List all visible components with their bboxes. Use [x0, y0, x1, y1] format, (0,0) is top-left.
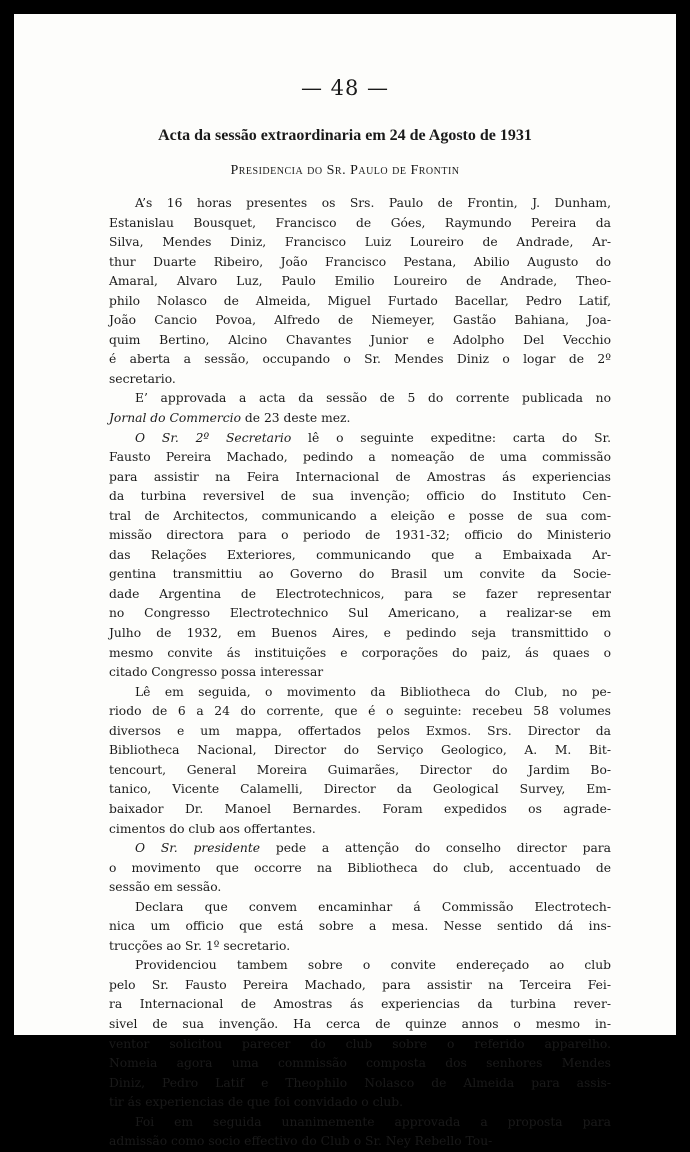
- line-text: tral de Architectos, communicando a eleição e posse de sua com-: [109, 508, 611, 523]
- line-text: A’s 16 horas presentes os Srs. Paulo de Frontin, J. Dunham,: [135, 196, 611, 210]
- line-text: E’ approvada a acta da sessão de 5 do corrente publicada no: [135, 391, 611, 406]
- paragraph: [109, 839, 611, 898]
- text-line: [109, 409, 611, 429]
- line-text: Bibliotheca Nacional, Director do Serviço Geologico, A. M. Bit-: [109, 743, 611, 758]
- line-text: admissão como socio effectivo do Club o Sr. Ney Rebello Tou-: [109, 1134, 493, 1149]
- line-text: cimentos do club aos offertantes.: [109, 821, 316, 836]
- minutes-body: [109, 194, 611, 1152]
- line-text: riodo de 6 a 24 do corrente, que é o seguinte: recebeu 58 volumes: [109, 704, 611, 719]
- line-text: Estanislau Bousquet, Francisco de Góes, Raymundo Pereira da: [109, 215, 611, 230]
- text-line: [109, 800, 611, 820]
- text-line: [109, 565, 611, 585]
- line-text: tencourt, General Moreira Guimarães, Director do Jardim Bo-: [109, 762, 611, 777]
- text-line: [109, 722, 611, 742]
- page-number: — 48 —: [300, 76, 390, 100]
- text-line: [109, 429, 611, 449]
- text-line: [109, 604, 611, 624]
- text-line: [109, 468, 611, 488]
- presidency-line: Presidencia do Sr. Paulo de Frontin: [230, 163, 460, 178]
- text-line: [109, 644, 611, 664]
- paragraph: [109, 956, 611, 1112]
- paragraph: [109, 898, 611, 957]
- text-line: [109, 741, 611, 761]
- line-text: Julho de 1932, em Buenos Aires, e pedindo seja transmittido o: [109, 626, 611, 641]
- line-text: ventor solicitou parecer do club sobre o referido apparelho.: [109, 1036, 611, 1051]
- line-text: Silva, Mendes Diniz, Francisco Luiz Loureiro de Andrade, Ar-: [109, 235, 611, 250]
- line-text: baixador Dr. Manoel Bernardes. Foram expedidos os agrade-: [109, 801, 611, 816]
- text-line: [109, 1113, 611, 1133]
- text-line: [109, 878, 611, 898]
- line-text: Nomeia agora uma commissão composta dos senhores Mendes: [109, 1056, 611, 1071]
- line-text: para assistir na Feira Internacional de Amostras ás experiencias: [109, 469, 611, 484]
- line-text: philo Nolasco de Almeida, Miguel Furtado Bacellar, Pedro Latif,: [109, 293, 611, 308]
- line-text: trucções ao Sr. 1º secretario.: [109, 938, 291, 953]
- text-line: [109, 839, 611, 859]
- text-line: [109, 585, 611, 605]
- text-line: [109, 507, 611, 527]
- paragraph: [109, 683, 611, 839]
- text-line: [109, 370, 611, 390]
- text-line: [109, 761, 611, 781]
- line-text: da turbina reversivel de sua invenção; officio do Instituto Cen-: [109, 489, 611, 504]
- text-line: [109, 253, 611, 273]
- text-line: [109, 546, 611, 566]
- line-text: pede a attenção do conselho director para: [260, 841, 611, 856]
- line-text: thur Duarte Ribeiro, João Francisco Pestana, Abilio Augusto do: [109, 254, 611, 269]
- minutes-title: Acta da sessão extraordinaria em 24 de Agosto de 1931: [158, 127, 532, 144]
- line-text: missão directora para o periodo de 1931-32; officio do Ministerio: [109, 528, 611, 543]
- text-line: [109, 526, 611, 546]
- paragraph: [109, 389, 611, 428]
- line-text: é aberta a sessão, occupando o Sr. Mendes Diniz o logar de 2º: [109, 352, 611, 367]
- text-line: [109, 624, 611, 644]
- text-line: [109, 683, 611, 703]
- text-line: [109, 292, 611, 312]
- line-text: Foi em seguida unanimemente approvada a proposta para: [135, 1114, 611, 1129]
- line-text: no Congresso Electrotechnico Sul Americano, a realizar-se em: [109, 606, 611, 621]
- text-line: [109, 1074, 611, 1094]
- text-line: [109, 995, 611, 1015]
- line-text: lê o seguinte expeditne: carta do Sr.: [291, 430, 611, 445]
- line-text: Providenciou tambem sobre o convite endereçado ao club: [135, 958, 611, 973]
- text-line: [109, 1035, 611, 1055]
- text-line: [109, 1093, 611, 1113]
- text-line: [109, 976, 611, 996]
- line-text: Fausto Pereira Machado, pedindo a nomeação de uma commissão: [109, 450, 611, 465]
- text-line: [109, 448, 611, 468]
- text-line: [109, 1054, 611, 1074]
- line-text: Diniz, Pedro Latif e Theophilo Nolasco de Almeida para assis-: [109, 1075, 611, 1090]
- line-text: das Relações Exteriores, communicando que a Embaixada Ar-: [109, 547, 611, 562]
- text-line: [109, 233, 611, 253]
- text-line: [109, 780, 611, 800]
- text-line: [109, 487, 611, 507]
- line-text: dade Argentina de Electrotechnicos, para se fazer representar: [109, 586, 611, 601]
- line-text: citado Congresso possa interessar: [109, 665, 324, 680]
- line-text: ra Internacional de Amostras ás experiencias da turbina rever-: [109, 997, 611, 1012]
- text-line: [109, 331, 611, 351]
- text-line: [109, 917, 611, 937]
- text-line: [109, 350, 611, 370]
- line-text: secretario.: [109, 371, 176, 386]
- line-text: gentina transmittiu ao Governo do Brasil um convite da Socie-: [109, 567, 611, 582]
- document-page: [14, 14, 676, 1149]
- line-text: Declara que convem encaminhar á Commissão Electrotech-: [135, 899, 611, 914]
- line-text: o movimento que occorre na Bibliotheca do club, accentuado de: [109, 860, 611, 875]
- italic-phrase: O Sr. 2º Secretario: [135, 430, 292, 445]
- line-text: João Cancio Povoa, Alfredo de Niemeyer, Gastão Bahiana, Joa-: [109, 313, 611, 328]
- text-line: [109, 898, 611, 918]
- line-text: tanico, Vicente Calamelli, Director da Geological Survey, Em-: [109, 782, 611, 797]
- line-text: Lê em seguida, o movimento da Bibliotheca do Club, no pe-: [135, 684, 611, 699]
- paragraph: [109, 429, 611, 683]
- line-text: Amaral, Alvaro Luz, Paulo Emilio Loureiro de Andrade, Theo-: [109, 274, 611, 289]
- paragraph: [109, 1113, 611, 1152]
- line-text: quim Bertino, Alcino Chavantes Junior e Adolpho Del Vecchio: [109, 332, 611, 347]
- text-line: [109, 1132, 611, 1152]
- paragraph: [109, 194, 611, 389]
- line-text: de 23 deste mez.: [241, 411, 351, 426]
- text-line: [109, 194, 611, 214]
- italic-phrase: O Sr. presidente: [135, 841, 261, 856]
- line-text: sivel de sua invenção. Ha cerca de quinze annos o mesmo in-: [109, 1016, 611, 1031]
- text-line: [109, 702, 611, 722]
- line-text: sessão em sessão.: [109, 880, 222, 895]
- text-line: [109, 956, 611, 976]
- line-text: diversos e um mappa, offertados pelos Exmos. Srs. Director da: [109, 723, 611, 738]
- text-line: [109, 214, 611, 234]
- line-text: nica um officio que está sobre a mesa. Nesse sentido dá ins-: [109, 919, 611, 934]
- text-line: [109, 859, 611, 879]
- text-line: [109, 820, 611, 840]
- text-line: [109, 311, 611, 331]
- line-text: tir ás experiencias de que foi convidado o club.: [109, 1095, 404, 1110]
- text-line: [109, 937, 611, 957]
- line-text: mesmo convite ás instituições e corporações do paiz, ás quaes o: [109, 645, 611, 660]
- text-line: [109, 1015, 611, 1035]
- text-line: [109, 663, 611, 683]
- text-line: [109, 272, 611, 292]
- text-line: [109, 389, 611, 409]
- line-text: pelo Sr. Fausto Pereira Machado, para assistir na Terceira Fei-: [109, 977, 611, 992]
- italic-phrase: Jornal do Commercio: [109, 411, 241, 426]
